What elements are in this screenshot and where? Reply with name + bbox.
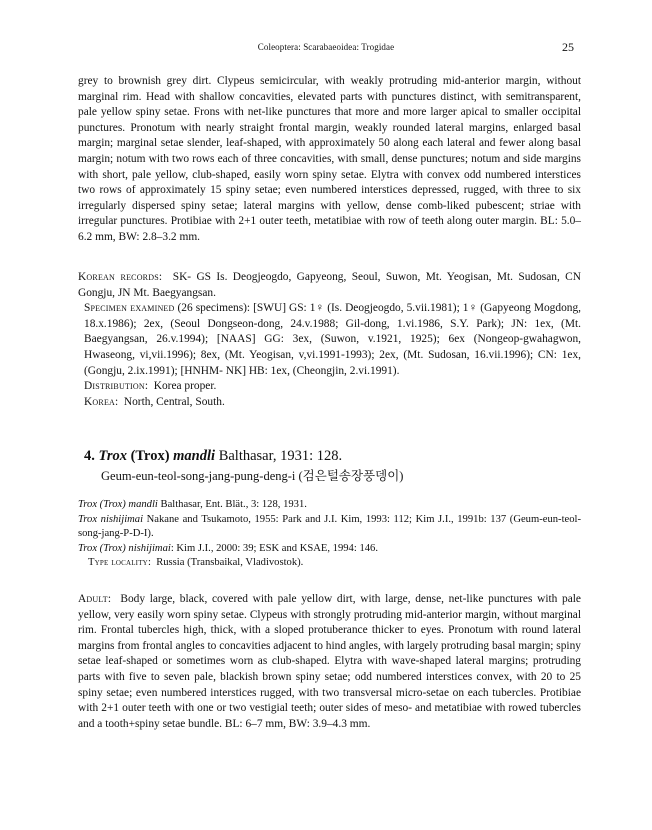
synonym-entry [78, 498, 581, 513]
synonym-name: Trox nishijimai [78, 513, 144, 525]
adult-text: Body large, black, covered with pale yellow dirt, with large, dense, net-like punctures with pale yellow, very easily worn spiny setae. Clypeus with strongly protruding mid-anterior margin, without marginal rim. Frontal tubercles high, thick, with a sloped protuberance thicker to eyes. Pronotum with round lateral margins from frontal angles to concavities adjacent to hind angles, with largely protruding basal margin; spiny setae leaf-shaped or sometimes worn as club-shaped. Elytra with wave-shaped lateral margins; protruding parts with five to seven pale, blackish brown spiny setae; odd numbered interstices convex, with 20 to 25 spiny setae; even numbered interstices rugged, with two transversal micro-setae on each tubercles. Protibiae with 2+1 outer teeth with one or two vestigial teeth; outer sides of meso- and metatibiae with rowed tubercles and a tooth+spiny setae bundle. BL: 6–7 mm, BW: 3.9–4.3 mm. [78, 593, 581, 730]
korean-records-label: Korean records [78, 271, 159, 283]
page-number: 25 [562, 40, 574, 54]
synonym-citation: Balthasar, Ent. Blät., 3: 128, 1931. [157, 499, 307, 510]
type-locality-label: Type locality [88, 557, 148, 569]
distribution-text: Korea proper. [153, 380, 217, 393]
type-locality: Type locality: Russia (Transbaikal, Vladivostok). [88, 557, 304, 569]
korean-records: Korean records: SK- GS Is. Deogjeogdo, Gapyeong, Seoul, Suwon, Mt. Yeogisan, Mt. Sudosan, CN Gongju, JN Mt. Baegyangsan. [78, 271, 581, 299]
korean-records-text: SK- GS Is. Deogjeogdo, Gapyeong, Seoul, Suwon, Mt. Yeogisan, Mt. Sudosan, CN Gongju, JN Mt. Baegyangsan. [78, 271, 581, 299]
specimen-label: Specimen examined [84, 302, 175, 315]
adult-label: Adult [78, 593, 108, 605]
species-subgenus: (Trox) [130, 448, 170, 464]
page-header [0, 42, 652, 58]
synonym-entry [78, 513, 581, 542]
specimen-text: (26 specimens): [SWU] GS: 1♀ (Is. Deogjeogdo, 5.vii.1981); 1♀ (Gapyeong Mogdong, 18.x.1986); 2ex, (Seoul Dongseon-dong, 24.v.1988; Gil-dong, 1.vi.1986, S.Y. Park); JN: 1ex, (Mt. Baegyangsan, 26.v.1994); [NAAS] GG: 3ex, (Suwon, v.1921, 1925); 6ex (Nongeop-gwahagwon, Hwaseong, vi,vii.1996); 8ex, (Mt. Yeogisan, v,vi.1991-1993); 2ex, (Mt. Sudosan, 16.vii.1996); CN: 1ex, (Gongju, 2.ix.1991); [HNHM- NK] HB: 1ex, (Cheongjin, 2.vi.1991). [84, 302, 582, 377]
synonymy-list [78, 498, 581, 571]
distribution: Distribution: Korea proper. [84, 380, 217, 393]
synonym-name: Trox (Trox) nishijimai [78, 542, 171, 554]
synonym-name: Trox (Trox) mandli [78, 499, 158, 510]
type-locality-text: Russia (Transbaikal, Vladivostok). [156, 557, 304, 569]
korean-common-name: Geum-eun-teol-song-jang-pung-deng-i (검은털송장풍뎅이) [101, 469, 404, 483]
korea-range: Korea: North, Central, South. [84, 395, 225, 408]
adult-paragraph: Adult: Body large, black, covered with pale yellow dirt, with large, dense, net-like punctures with pale yellow, very easily worn spiny setae. Clypeus with strongly protruding mid-anterior margin, without marginal rim. Frontal tubercles high, thick, with a sloped protuberance thicker to eyes. Pronotum with round lateral margins from frontal angles to concavities adjacent to hind angles, with largely protruding basal margin; spiny setae leaf-shaped or sometimes worn as club-shaped. Elytra with wave-shaped lateral margins; protruding parts with five to seven pale, blackish brown spiny setae; odd numbered interstices convex, with 20 to 25 spiny setae; even numbered interstices rugged, with two transversal micro-setae on each tubercles. Protibiae with 2+1 outer teeth with one or two vestigial teeth; outer sides of meso- and metatibiae with rowed tubercles and a tooth+spiny setae bundle. BL: 6–7 mm, BW: 3.9–4.3 mm. [78, 593, 581, 730]
synonym-citation: : Kim J.I., 2000: 39; ESK and KSAE, 1994: 146. [170, 542, 378, 554]
species-epithet: mandli [173, 448, 216, 464]
synonym-entry [78, 542, 581, 557]
synonym-citation: Nakane and Tsukamoto, 1955: Park and J.I. Kim, 1993: 112; Kim J.I., 1991b: 137 (Geum-eun-teol-song-jang-P-D-I). [78, 513, 581, 540]
species-heading [84, 446, 584, 466]
records-section [78, 270, 581, 410]
adult-description [78, 592, 581, 732]
description-continued [78, 74, 581, 246]
species-author: Balthasar, 1931: 128. [218, 448, 343, 464]
distribution-label: Distribution [84, 380, 145, 393]
korea-label: Korea [84, 395, 116, 408]
description-paragraph: grey to brownish grey dirt. Clypeus semicircular, with weakly protruding mid-anterior margin, without marginal rim. Head with shallow concavities, elevated parts with punctures distinct, with semitransparent, pale yellow spiny setae. Frons with net-like punctures that more and more larger apical to smaller occipital punctures. Pronotum with nearly straight frontal margin, weakly rounded lateral margins, enlarged basal margin; marginal setae slender, leaf-shaped, with approximately 50 along each lateral and fewer along basal margin; notum with two rows each of three concavities, with small, dense punctures; notum and side margins with short, pale yellow, club-shaped, easily worn spiny setae. Elytra with convex odd numbered interstices two rows of approximately 15 spiny setae; even numbered interstices depressed, rugged, with three to six irregularly dispersed spiny setae; lateral margins with yellow, dense comb-liked pubescent; striae with irregular punctures. Protibiae with 2+1 outer teeth, metatibiae with row of teeth along outer margin. BL: 5.0–6.2 mm, BW: 2.8–3.2 mm. [78, 75, 581, 243]
korea-text: North, Central, South. [123, 395, 225, 408]
species-number: 4. [84, 448, 95, 464]
running-head: Coleoptera: Scarabaeoidea: Trogidae [257, 42, 395, 52]
specimen-examined [78, 301, 581, 379]
species-genus: Trox [98, 448, 127, 464]
